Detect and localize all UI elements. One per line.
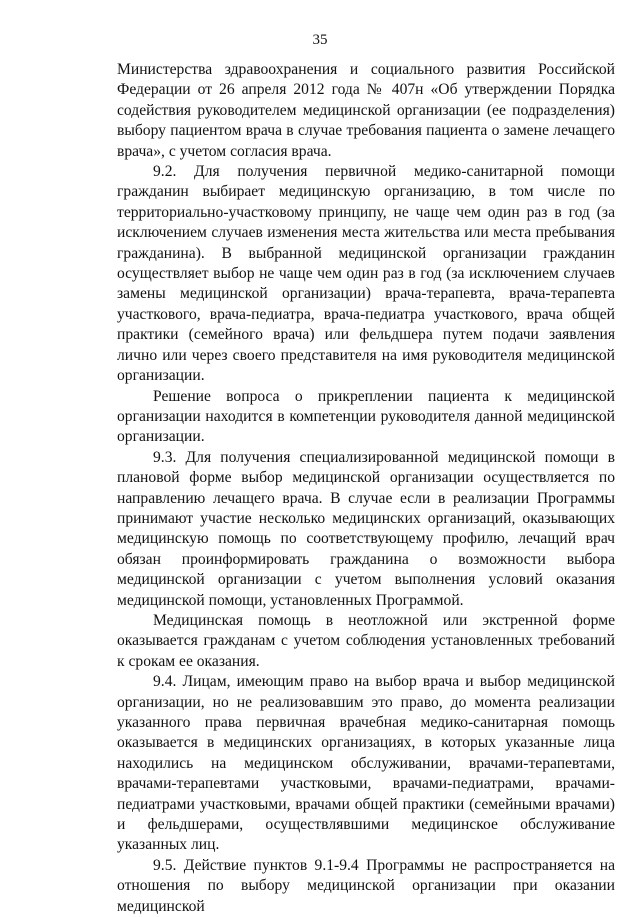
page-number: 35 <box>312 32 328 48</box>
paragraph-continuation: Министерства здравоохранения и социального развития Российской Федерации от 26 апреля 2012 года № 407н «Об утверждении Порядка содействия руководителем медицинской организации (ее подразделения) выбору пациентом врача в случае требования пациента о замене лечащего врача», с учетом согласия врача. <box>117 61 615 160</box>
paragraph-9-2: 9.2. Для получения первичной медико-санитарной помощи гражданин выбирает медицинскую организацию, в том числе по территориально-участковому принципу, не чаще чем один раз в год (за исключением случаев изменения места жительства или места пребывания гражданина). В выбранной медицинской организации гражданин осуществляет выбор не чаще чем один раз в год (за исключением случаев замены медицинской организации) врача-терапевта, врача-терапевта участкового, врача-педиатра, врача-педиатра участкового, врача общей практики (семейного врача) или фельдшера путем подачи заявления лично или через своего представителя на имя руководителя медицинской организации. <box>117 163 615 385</box>
paragraph-9-4: 9.4. Лицам, имеющим право на выбор врача и выбор медицинской организации, но не реализовавшим это право, до момента реализации указанного права первичная врачебная медико-санитарная помощь оказывается в медицинских организациях, в которых указанные лица находились на медицинском обслуживании, врачами-терапевтами, врачами-терапевтами участковыми, врачами-педиатрами, врачами-педиатрами участковыми, врачами общей практики (семейными врачами) и фельдшерами, осуществлявшими медицинское обслуживание указанных лиц. <box>117 673 615 854</box>
document-body <box>117 60 615 917</box>
paragraph-emergency-care: Медицинская помощь в неотложной или экстренной форме оказывается гражданам с учетом соблюдения установленных требований к срокам ее оказания. <box>117 611 615 670</box>
paragraph-attachment-decision: Решение вопроса о прикреплении пациента к медицинской организации находится в компетенции руководителя данной медицинской организации. <box>117 387 615 446</box>
paragraph-9-5: 9.5. Действие пунктов 9.1-9.4 Программы не распространяется на отношения по выбору медицинской организации при оказании медицинской <box>117 856 615 915</box>
paragraph-9-3: 9.3. Для получения специализированной медицинской помощи в плановой форме выбор медицинской организации осуществляется по направлению лечащего врача. В случае если в реализации Программы принимают участие несколько медицинских организаций, оказывающих медицинскую помощь по соответствующему профилю, лечащий врач обязан проинформировать гражданина о возможности выбора медицинской организации с учетом выполнения условий оказания медицинской помощи, установленных Программой. <box>117 448 615 609</box>
